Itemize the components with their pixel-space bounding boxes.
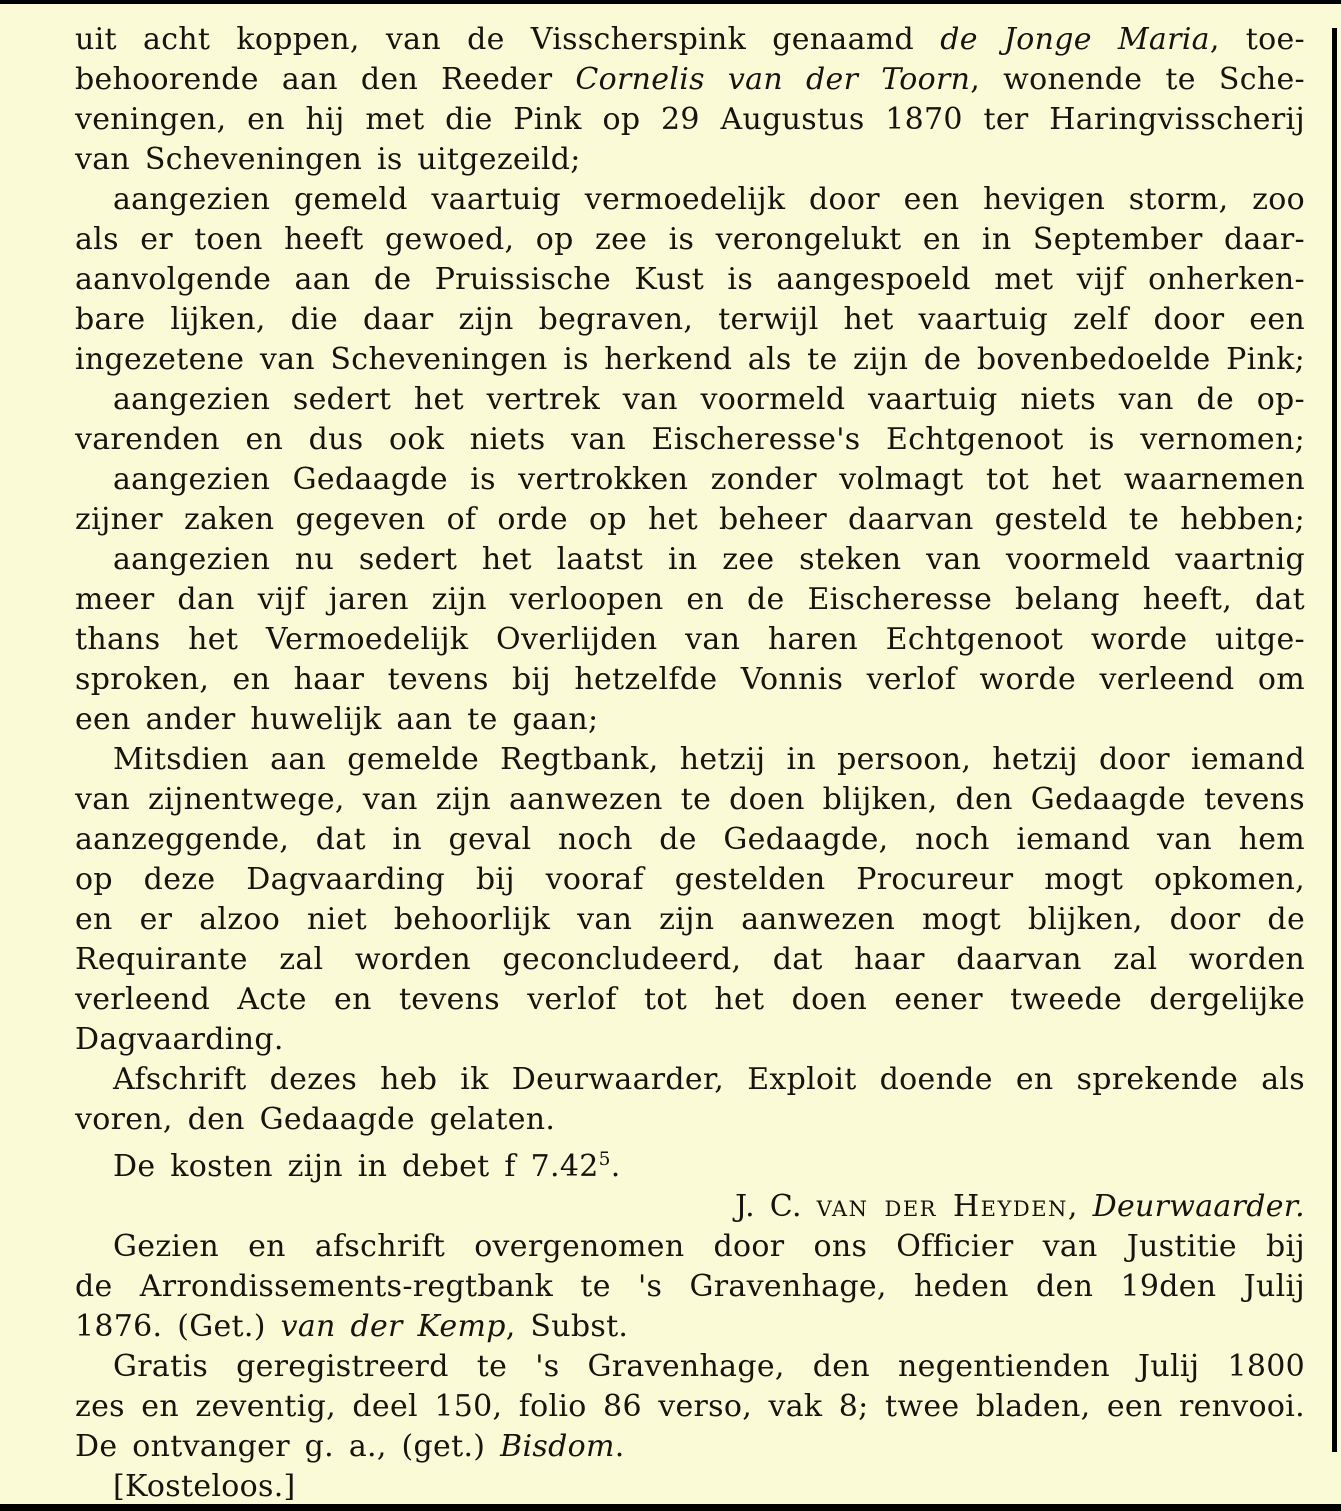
- text-line: [75, 140, 1305, 180]
- text-segment: ,: [1067, 1189, 1093, 1224]
- text-segment: varenden en dus ook niets van Eischeresse's Echtgenoot is vernomen;: [75, 422, 1305, 457]
- text-line: [75, 540, 1305, 580]
- text-segment: thans het Vermoedelijk Overlijden van haren Echtgenoot worde uitge-: [75, 622, 1305, 657]
- text-segment: Afschrift dezes heb ik Deurwaarder, Exploit doende en sprekende als: [113, 1062, 1305, 1097]
- text-line: [75, 1100, 1305, 1140]
- text-line: [75, 860, 1305, 900]
- text-line: [75, 380, 1305, 420]
- text-segment: zijner zaken gegeven of orde op het beheer daarvan gesteld te hebben;: [75, 502, 1305, 537]
- text-segment: aangezien Gedaagde is vertrokken zonder volmagt tot het waarnemen: [113, 462, 1305, 497]
- text-segment: verleend Acte en tevens verlof tot het doen eener tweede dergelijke: [75, 982, 1305, 1017]
- text-line: [75, 620, 1305, 660]
- text-segment: bare lijken, die daar zijn begraven, terwijl het vaartuig zelf door een: [75, 302, 1305, 337]
- text-segment: J. C.: [735, 1189, 817, 1224]
- text-segment: De ontvanger g. a., (get.): [75, 1429, 501, 1464]
- text-segment: behoorende aan den Reeder: [75, 62, 576, 97]
- text-segment: aangezien nu sedert het laatst in zee steken van voormeld vaartnig: [113, 542, 1305, 577]
- text-segment: en er alzoo niet behoorlijk van zijn aanwezen mogt blijken, door de: [75, 902, 1305, 937]
- text-segment: zes en zeventig, deel 150, folio 86 verso, vak 8; twee bladen, een renvooi.: [75, 1389, 1305, 1424]
- text-line: [75, 900, 1305, 940]
- text-segment: aangezien sedert het vertrek van voormeld vaartuig niets van de op-: [113, 382, 1305, 417]
- text-segment: van Scheveningen is uitgezeild;: [75, 142, 581, 177]
- text-line: [75, 100, 1305, 140]
- text-line: [75, 1387, 1305, 1427]
- text-segment: 5: [598, 1149, 611, 1170]
- text-segment: [Kosteloos.]: [113, 1469, 296, 1504]
- text-segment: veningen, en hij met die Pink op 29 Augustus 1870 ter Haringvisscherij: [75, 102, 1305, 137]
- text-segment: .: [610, 1149, 621, 1184]
- text-line: [75, 420, 1305, 460]
- text-segment: uit acht koppen, van de Visscherspink genaamd: [75, 22, 941, 57]
- text-segment: meer dan vijf jaren zijn verloopen en de Eischeresse belang heeft, dat: [75, 582, 1305, 617]
- text-line: [75, 820, 1305, 860]
- text-line: [75, 980, 1305, 1020]
- text-segment: aanvolgende aan de Pruissische Kust is aangespoeld met vijf onherken-: [75, 262, 1305, 297]
- text-segment: de Jonge Maria: [940, 22, 1210, 57]
- text-segment: Cornelis van der Toorn: [575, 62, 971, 97]
- text-line: [75, 1347, 1305, 1387]
- text-line: [75, 580, 1305, 620]
- text-line: [75, 60, 1305, 100]
- text-line: [75, 1467, 1305, 1507]
- text-segment: aangezien gemeld vaartuig vermoedelijk door een hevigen storm, zoo: [113, 182, 1305, 217]
- text-line: [75, 700, 1305, 740]
- text-segment: Deurwaarder.: [1092, 1189, 1305, 1224]
- text-segment: , Subst.: [505, 1309, 629, 1344]
- text-segment: voren, den Gedaagde gelaten.: [75, 1102, 556, 1137]
- text-segment: Requirante zal worden geconcludeerd, dat haar daarvan zal worden: [75, 942, 1305, 977]
- text-segment: van der Heyden: [816, 1189, 1068, 1224]
- text-line: [75, 260, 1305, 300]
- text-line: [75, 340, 1305, 380]
- text-line: [75, 20, 1305, 60]
- text-segment: Bisdom: [500, 1429, 615, 1464]
- text-segment: , toe-: [1209, 22, 1305, 57]
- text-line: [75, 740, 1305, 780]
- right-column-rule: [1332, 28, 1337, 1452]
- text-line: [75, 940, 1305, 980]
- text-segment: van zijnentwege, van zijn aanwezen te doen blijken, den Gedaagde tevens: [75, 782, 1305, 817]
- document-text: [75, 20, 1305, 1507]
- text-segment: .: [614, 1429, 625, 1464]
- text-line: [75, 300, 1305, 340]
- text-segment: , wonende te Sche-: [970, 62, 1305, 97]
- top-rule: [0, 0, 1341, 4]
- text-segment: Mitsdien aan gemelde Regtbank, hetzij in persoon, hetzij door iemand: [113, 742, 1305, 777]
- text-line: [75, 500, 1305, 540]
- text-line: [75, 1187, 1305, 1227]
- text-segment: de Arrondissements-regtbank te 's Gravenhage, heden den 19den Julij: [75, 1269, 1305, 1304]
- text-segment: sproken, en haar tevens bij hetzelfde Vonnis verlof worde verleend om: [75, 662, 1305, 697]
- text-segment: Gratis geregistreerd te 's Gravenhage, den negentienden Julij 1800: [113, 1349, 1305, 1384]
- text-segment: Dagvaarding.: [75, 1022, 284, 1057]
- text-segment: op deze Dagvaarding bij vooraf gestelden Procureur mogt opkomen,: [75, 862, 1305, 897]
- text-line: [75, 1427, 1305, 1467]
- text-line: [75, 460, 1305, 500]
- text-line: [75, 1227, 1305, 1267]
- text-line: [75, 1060, 1305, 1100]
- text-segment: als er toen heeft gewoed, op zee is verongelukt en in September daar-: [75, 222, 1305, 257]
- text-line: [75, 1020, 1305, 1060]
- text-segment: Gezien en afschrift overgenomen door ons Officier van Justitie bij: [113, 1229, 1305, 1264]
- text-line: [75, 1307, 1305, 1347]
- text-segment: aanzeggende, dat in geval noch de Gedaagde, noch iemand van hem: [75, 822, 1305, 857]
- text-line: [75, 660, 1305, 700]
- text-segment: een ander huwelijk aan te gaan;: [75, 702, 599, 737]
- text-segment: van der Kemp: [280, 1309, 506, 1344]
- text-line: [75, 1267, 1305, 1307]
- text-line: [75, 220, 1305, 260]
- text-segment: ingezetene van Scheveningen is herkend als te zijn de bovenbedoelde Pink;: [75, 342, 1305, 377]
- text-line: [75, 1140, 1305, 1187]
- text-line: [75, 180, 1305, 220]
- text-segment: De kosten zijn in debet f 7.42: [113, 1149, 599, 1184]
- text-segment: 1876. (Get.): [75, 1309, 281, 1344]
- text-line: [75, 780, 1305, 820]
